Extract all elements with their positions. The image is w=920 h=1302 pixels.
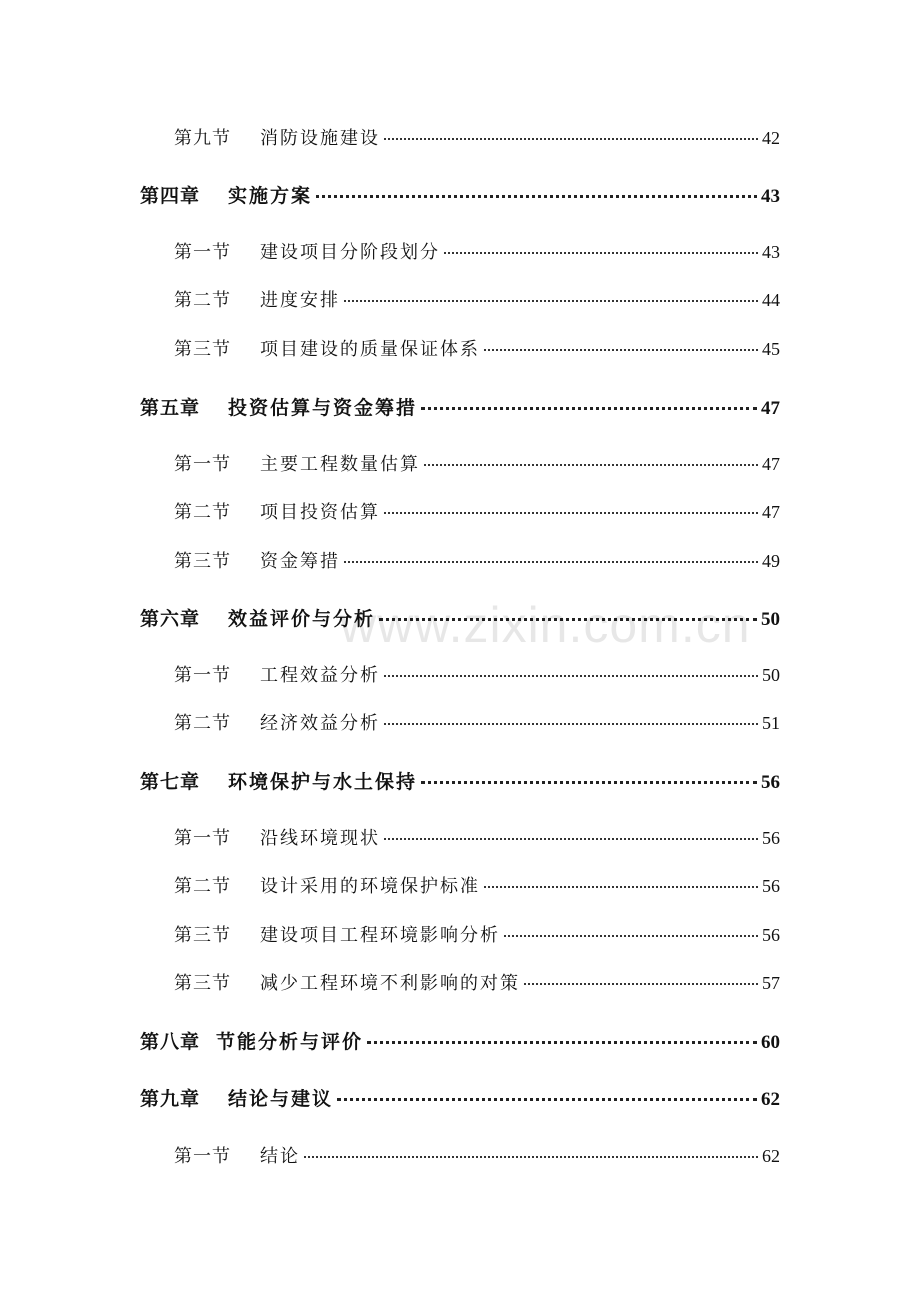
dot-leader: [421, 781, 757, 784]
toc-entry-page: 47: [762, 454, 780, 474]
toc-entry[interactable]: [174, 824, 780, 850]
toc-entry[interactable]: [140, 181, 780, 208]
toc-entry[interactable]: [174, 1142, 780, 1168]
watermark: www.zixin.com.cn: [340, 597, 751, 653]
toc-entry-title: 减少工程环境不利影响的对策: [260, 973, 520, 994]
toc-entry-page: 50: [762, 665, 780, 685]
toc-entry-page: 47: [762, 502, 780, 522]
toc-entry-title: 项目建设的质量保证体系: [260, 339, 480, 360]
toc-entry-label: 第二节: [174, 876, 231, 897]
toc-entry-label: 第三节: [174, 551, 231, 572]
toc-entry-title: 建设项目工程环境影响分析: [260, 925, 500, 946]
toc-entry-label: 第七章: [140, 771, 201, 793]
toc-entry-page: 62: [761, 1089, 780, 1110]
toc-entry-title: 实施方案: [228, 185, 313, 207]
toc-entry-label: 第九节: [174, 128, 231, 149]
toc-entry-label: 第九章: [140, 1088, 201, 1110]
toc-entry-title: 设计采用的环境保护标准: [260, 876, 480, 897]
dot-leader: [384, 512, 758, 514]
toc-entry-label: 第六章: [140, 608, 201, 630]
dot-leader: [384, 723, 758, 725]
toc-entry-label: 第二节: [174, 713, 231, 734]
dot-leader: [504, 935, 758, 937]
toc-entry-page: 44: [762, 290, 780, 310]
toc-entry-label: 第四章: [140, 185, 201, 207]
toc-entry[interactable]: [174, 498, 780, 524]
dot-leader: [524, 983, 758, 985]
dot-leader: [304, 1156, 758, 1158]
toc-entry-title: 沿线环境现状: [260, 828, 380, 849]
dot-leader: [316, 195, 757, 198]
dot-leader: [384, 838, 758, 840]
dot-leader: [421, 407, 757, 410]
toc-entry[interactable]: [140, 1027, 780, 1054]
toc-entry-label: 第五章: [140, 397, 201, 419]
toc-entry[interactable]: [174, 709, 780, 735]
toc-entry-page: 56: [762, 828, 780, 848]
toc-entry-page: 56: [762, 876, 780, 896]
toc-entry[interactable]: [174, 124, 780, 150]
toc-entry-page: 42: [762, 128, 780, 148]
toc-entry-title: 结论: [260, 1146, 300, 1167]
toc-entry[interactable]: [174, 921, 780, 947]
toc-entry-label: 第三节: [174, 339, 231, 360]
toc-entry-title: 项目投资估算: [260, 502, 380, 523]
dot-leader: [384, 138, 758, 140]
toc-entry-title: 资金筹措: [260, 551, 340, 572]
toc-entry-page: 56: [762, 925, 780, 945]
toc-entry[interactable]: [174, 450, 780, 476]
toc-entry[interactable]: [174, 238, 780, 264]
toc-entry-label: 第一节: [174, 828, 231, 849]
dot-leader: [484, 349, 758, 351]
toc-entry-title: 节能分析与评价: [216, 1031, 364, 1053]
toc-entry-title: 效益评价与分析: [228, 608, 376, 630]
dot-leader: [344, 300, 758, 302]
toc-entry[interactable]: [174, 286, 780, 312]
toc-entry-page: 57: [762, 973, 780, 993]
toc-entry[interactable]: [140, 604, 780, 631]
toc-entry[interactable]: [140, 1084, 780, 1111]
dot-leader: [444, 252, 758, 254]
dot-leader: [337, 1098, 757, 1101]
toc-entry-title: 投资估算与资金筹措: [228, 397, 418, 419]
toc-entry-title: 主要工程数量估算: [260, 454, 420, 475]
toc-entry-page: 56: [761, 772, 780, 793]
toc-entry-page: 47: [761, 398, 780, 419]
toc-entry-page: 45: [762, 339, 780, 359]
toc-entry-label: 第一节: [174, 665, 231, 686]
toc-entry[interactable]: [140, 393, 780, 420]
toc-entry-label: 第一节: [174, 242, 231, 263]
dot-leader: [424, 464, 758, 466]
toc-entry-page: 43: [761, 186, 780, 207]
toc-entry[interactable]: [174, 547, 780, 573]
dot-leader: [344, 561, 758, 563]
toc-entry-title: 消防设施建设: [260, 128, 380, 149]
toc-entry[interactable]: [174, 335, 780, 361]
toc-entry-title: 结论与建议: [228, 1088, 334, 1110]
toc-entry-label: 第二节: [174, 290, 231, 311]
toc-entry-title: 环境保护与水土保持: [228, 771, 418, 793]
toc-entry-page: 62: [762, 1146, 780, 1166]
toc-entry-title: 建设项目分阶段划分: [260, 242, 440, 263]
toc-entry[interactable]: [174, 661, 780, 687]
toc-entry-label: 第八章: [140, 1031, 201, 1053]
toc-entry-label: 第一节: [174, 454, 231, 475]
toc-entry-page: 60: [761, 1032, 780, 1053]
toc-entry-label: 第一节: [174, 1146, 231, 1167]
toc-entry-title: 进度安排: [260, 290, 340, 311]
toc-entry-page: 50: [761, 609, 780, 630]
toc-entry-title: 经济效益分析: [260, 713, 380, 734]
dot-leader: [379, 618, 757, 621]
toc-entry-label: 第三节: [174, 973, 231, 994]
toc-entry-page: 49: [762, 551, 780, 571]
toc-entry-title: 工程效益分析: [260, 665, 380, 686]
toc-entry-label: 第二节: [174, 502, 231, 523]
toc-entry-page: 51: [762, 713, 780, 733]
toc-entry[interactable]: [140, 767, 780, 794]
dot-leader: [484, 886, 758, 888]
toc-entry[interactable]: [174, 969, 780, 995]
toc-entry-page: 43: [762, 242, 780, 262]
dot-leader: [367, 1041, 757, 1044]
dot-leader: [384, 675, 758, 677]
toc-entry-label: 第三节: [174, 925, 231, 946]
toc-entry[interactable]: [174, 872, 780, 898]
